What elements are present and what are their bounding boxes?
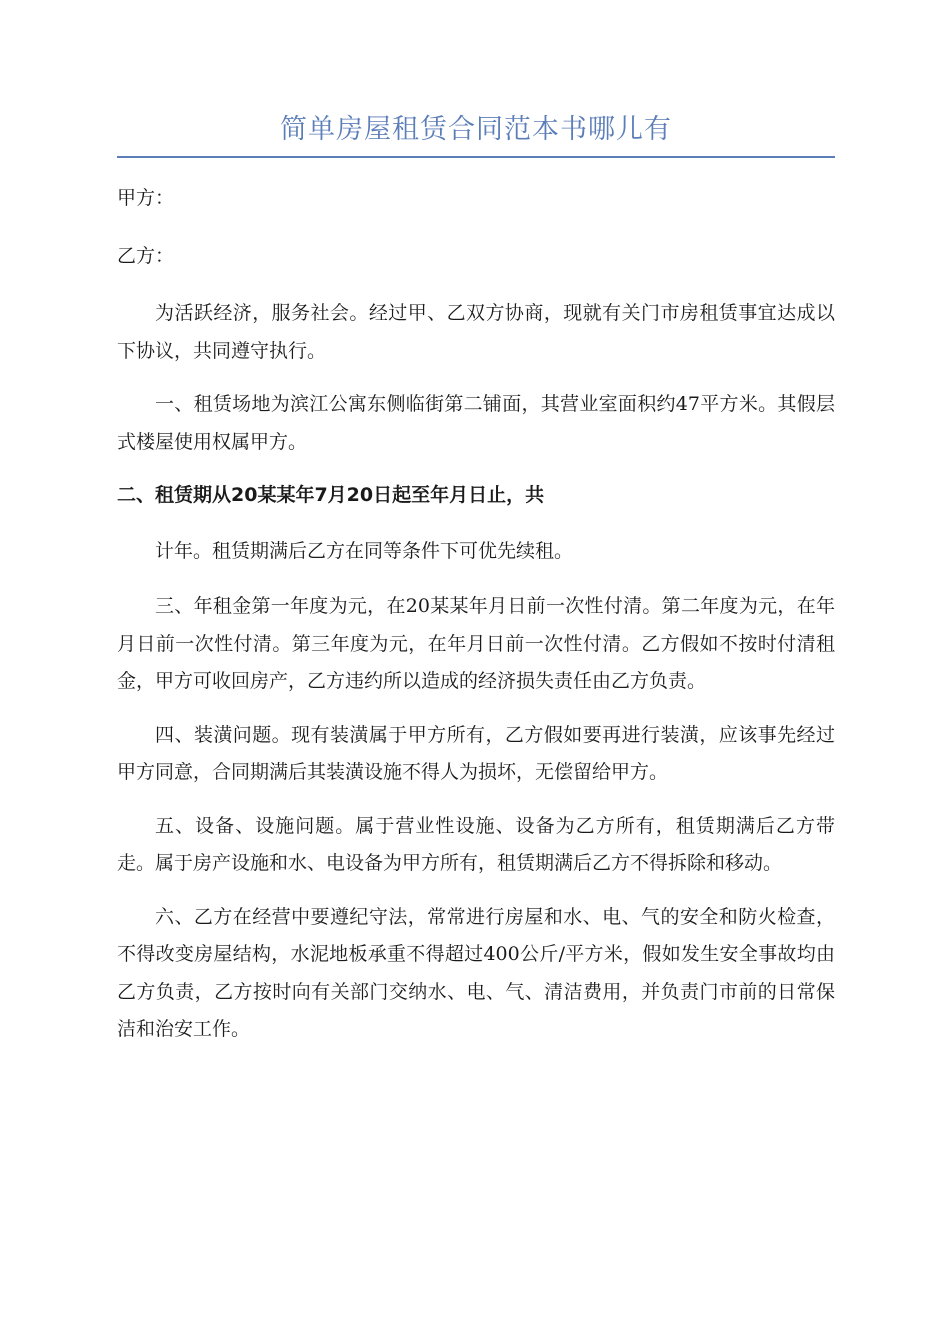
paragraph-intro: 为活跃经济，服务社会。经过甲、乙双方协商，现就有关门市房租赁事宜达成以下协议，共同遵守执行。 bbox=[117, 302, 835, 362]
paragraph-clause-3: 三、年租金第一年度为元，在20某某年月日前一次性付清。第二年度为元，在年月日前一次性付清。第三年度为元，在年月日前一次性付清。乙方假如不按时付清租金，甲方可收回房产，乙方违约所以造成的经济损失责任由乙方负责。 bbox=[117, 595, 835, 692]
party-a-label: 甲方： bbox=[117, 187, 175, 209]
paragraph-clause-4: 四、装潢问题。现有装潢属于甲方所有，乙方假如要再进行装潢，应该事先经过甲方同意，合同期满后其装潢设施不得人为损坏，无偿留给甲方。 bbox=[117, 723, 835, 783]
party-b-label: 乙方： bbox=[117, 244, 175, 267]
paragraph-clause-5: 五、设备、设施问题。属于营业性设施、设备为乙方所有，租赁期满后乙方带走。属于房产设施和水、电设备为甲方所有，租赁期满后乙方不得拆除和移动。 bbox=[117, 814, 835, 874]
paragraph-clause-1: 一、租赁场地为滨江公寓东侧临街第二铺面，其营业室面积约47平方米。其假层式楼屋使用权属甲方。 bbox=[117, 393, 835, 453]
paragraph-clause-6: 六、乙方在经营中要遵纪守法，常常进行房屋和水、电、气的安全和防火检查，不得改变房屋结构，水泥地板承重不得超过400公斤/平方米，假如发生安全事故均由乙方负责，乙方按时向有关部门交纳水、电、气、清洁费用，并负责门市前的日常保洁和治安工作。 bbox=[117, 905, 835, 1040]
document-page bbox=[117, 112, 835, 1049]
document-title: 简单房屋租赁合同范本书哪儿有 bbox=[117, 112, 835, 158]
paragraph-clause-2-cont: 计年。租赁期满后乙方在同等条件下可优先续租。 bbox=[155, 539, 574, 562]
paragraph-clause-2: 二、租赁期从20某某年7月20日起至年月日止，共 bbox=[117, 484, 545, 506]
